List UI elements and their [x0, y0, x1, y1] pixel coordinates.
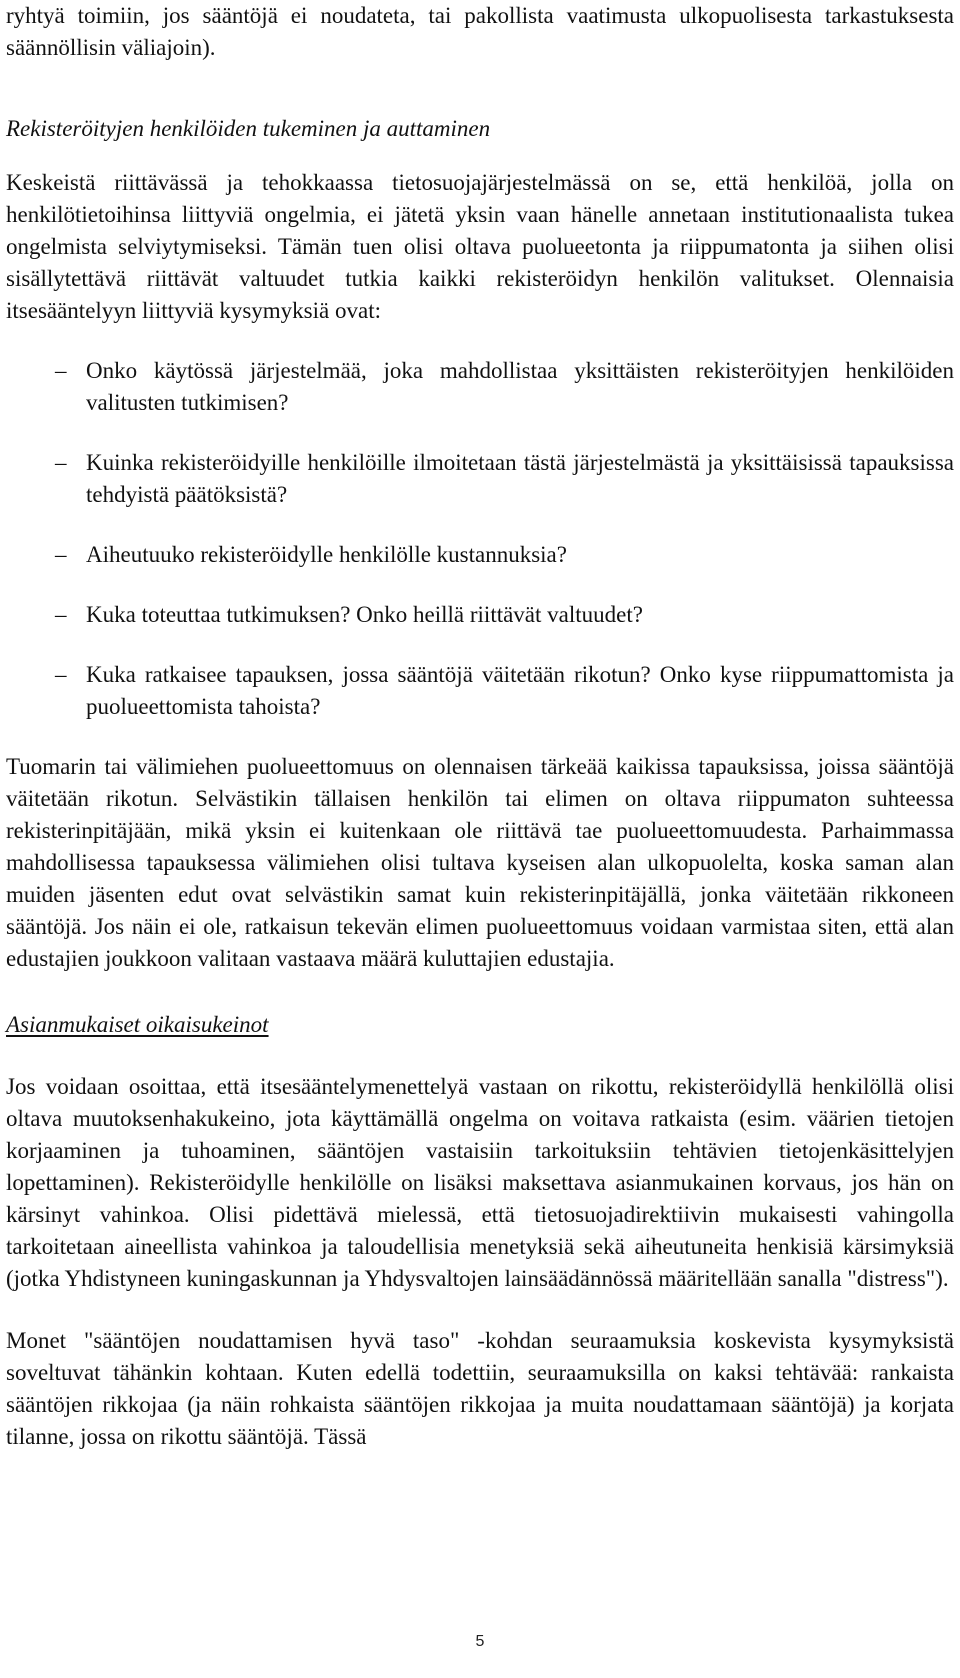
question-text: Kuinka rekisteröidyille henkilöille ilmoitetaan tästä järjestelmästä ja yksittäisissä tapauksissa tehdyistä päätöksistä? — [86, 450, 954, 507]
intro-continuation-paragraph: ryhtyä toimiin, jos sääntöjä ei noudateta, tai pakollista vaatimusta ulkopuolisesta tarkastuksesta säännöllisin väliajoin). — [6, 3, 954, 60]
dash-bullet: – — [55, 602, 67, 627]
support-paragraph: Keskeistä riittävässä ja tehokkaassa tietosuojajärjestelmässä on se, että henkilöä, jolla on henkilötietoihinsa liittyviä ongelmia, ei jätetä yksin vaan hänelle annetaan institutionaalista tukea ongelmista selviytymiseksi. Tämän tuen olisi oltava puolueetonta ja riippumatonta ja siihen olisi sisällytettävä riittävät valtuudet tutkia kaikki rekisteröidyn henkilön valitukset. Olennaisia itsesääntelyyn liittyviä kysymyksiä ovat: — [6, 170, 954, 323]
dash-bullet: – — [55, 542, 67, 567]
dash-bullet: – — [55, 450, 67, 475]
sanctions-paragraph: Monet "sääntöjen noudattamisen hyvä taso" -kohdan seuraamuksia koskevista kysymyksistä soveltuvat tähänkin kohtaan. Kuten edellä todettiin, seuraamuksilla on kaksi tehtävää: rankaista sääntöjen rikkojaa (ja näin rohkaista sääntöjen rikkojaa ja muita noudattamaan sääntöjä) ja korjata tilanne, jossa on rikottu sääntöjä. Tässä — [6, 1328, 954, 1449]
list-item — [6, 447, 954, 511]
list-item — [6, 659, 954, 723]
remedies-paragraph: Jos voidaan osoittaa, että itsesääntelymenettelyä vastaan on rikottu, rekisteröidyllä henkilöllä olisi oltava muutoksenhakukeino, jota käyttämällä ongelma on voitava ratkaista (esim. väärien tietojen korjaaminen ja tuhoaminen, sääntöjen vastaisiin tarkoituksiin tehtävien tietojenkäsittelyjen lopettaminen). Rekisteröidylle henkilölle on lisäksi maksettava asianmukainen korvaus, jos hän on kärsinyt vahinkoa. Olisi pidettävä mielessä, että tietosuojadirektiivin mukaisesti vahingolla tarkoitetaan aineellista vahinkoa ja taloudellisia menetyksiä sekä aiheutuneita henkisiä kärsimyksiä (jotka Yhdistyneen kuningaskunnan ja Yhdysvaltojen lainsäädännössä määritellään sanalla "distress"). — [6, 1074, 954, 1291]
question-list — [6, 355, 954, 723]
list-item — [6, 539, 954, 571]
dash-bullet: – — [55, 358, 67, 383]
section-heading-support: Rekisteröityjen henkilöiden tukeminen ja auttaminen — [6, 116, 491, 141]
document-page — [6, 0, 954, 1453]
question-text: Kuka toteuttaa tutkimuksen? Onko heillä riittävät valtuudet? — [86, 602, 643, 627]
section-heading-remedies: Asianmukaiset oikaisukeinot — [6, 1012, 269, 1037]
question-text: Aiheutuuko rekisteröidylle henkilölle kustannuksia? — [86, 542, 567, 567]
list-item — [6, 599, 954, 631]
question-text: Onko käytössä järjestelmää, joka mahdollistaa yksittäisten rekisteröityjen henkilöiden valitusten tutkimisen? — [86, 358, 954, 415]
question-text: Kuka ratkaisee tapauksen, jossa sääntöjä väitetään rikotun? Onko kyse riippumattomista ja puolueettomista tahoista? — [86, 662, 954, 719]
list-item — [6, 355, 954, 419]
dash-bullet: – — [55, 662, 67, 687]
impartiality-paragraph: Tuomarin tai välimiehen puolueettomuus on olennaisen tärkeää kaikissa tapauksissa, joissa sääntöjä väitetään rikotun. Selvästikin tällaisen henkilön tai elimen on oltava riippumaton suhteessa rekisterinpitäjään, mikä yksin ei kuitenkaan ole riittävä tae puolueettomuudesta. Parhaimmassa mahdollisessa tapauksessa välimiehen olisi tultava kyseisen alan ulkopuolelta, koska saman alan muiden jäsenten edut ovat selvästikin samat kuin rekisterinpitäjällä, jonka väitetään rikkoneen sääntöjä. Jos näin ei ole, ratkaisun tekevän elimen puolueettomuus voidaan varmistaa siten, että alan edustajien joukkoon valitaan vastaava määrä kuluttajien edustajia. — [6, 754, 954, 971]
page-number: 5 — [475, 1633, 485, 1650]
